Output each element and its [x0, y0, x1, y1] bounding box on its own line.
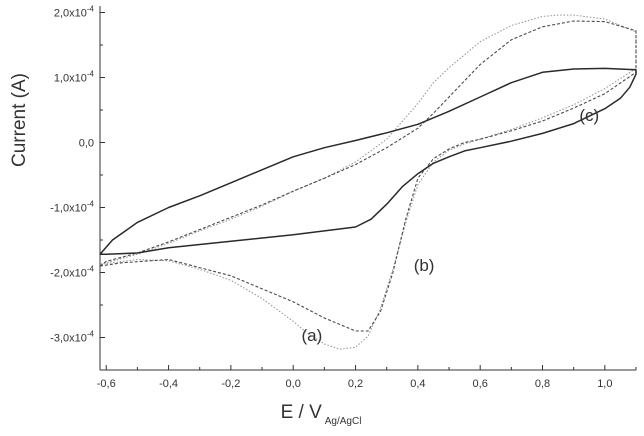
y-tick-label: $-1,0x10^{-4}$ — [50, 199, 94, 215]
x-axis-title-subscript: Ag/AgCl — [324, 416, 362, 427]
series-b-line — [100, 21, 636, 331]
annotations — [302, 106, 600, 345]
y-tick-label: $2,0x10^{-4}$ — [53, 4, 94, 20]
x-ticks — [97, 365, 636, 390]
x-tick-label: 0,4 — [410, 378, 426, 390]
x-axis-title — [281, 402, 362, 427]
y-tick-label: 0,0 — [78, 137, 94, 150]
x-tick-label: 0,8 — [534, 378, 551, 390]
series-label-c: (c) — [579, 106, 600, 126]
x-axis-title-main: E / V — [280, 402, 322, 423]
series-layer — [100, 15, 636, 349]
x-tick-label: 1,0 — [597, 378, 613, 390]
series-label-b: (b) — [413, 256, 435, 276]
y-ticks — [50, 5, 105, 345]
axes — [100, 6, 636, 370]
x-tick-label: -0,2 — [221, 378, 241, 390]
x-tick-label: 0,2 — [347, 378, 364, 390]
y-tick-label: $-3,0x10^{-4}$ — [50, 329, 94, 345]
y-tick-label: $1,0x10^{-4}$ — [53, 69, 94, 85]
x-tick-label: -0,6 — [96, 378, 116, 390]
series-a-line — [100, 15, 636, 349]
series-label-a: (a) — [301, 325, 323, 345]
x-tick-label: 0,6 — [472, 378, 488, 390]
y-tick-label: $-2,0x10^{-4}$ — [50, 264, 94, 280]
x-tick-label: 0,0 — [285, 378, 301, 390]
y-axis-title: Current (A) — [9, 73, 30, 167]
series-c-line — [100, 68, 636, 254]
x-tick-label: -0,4 — [159, 378, 179, 390]
